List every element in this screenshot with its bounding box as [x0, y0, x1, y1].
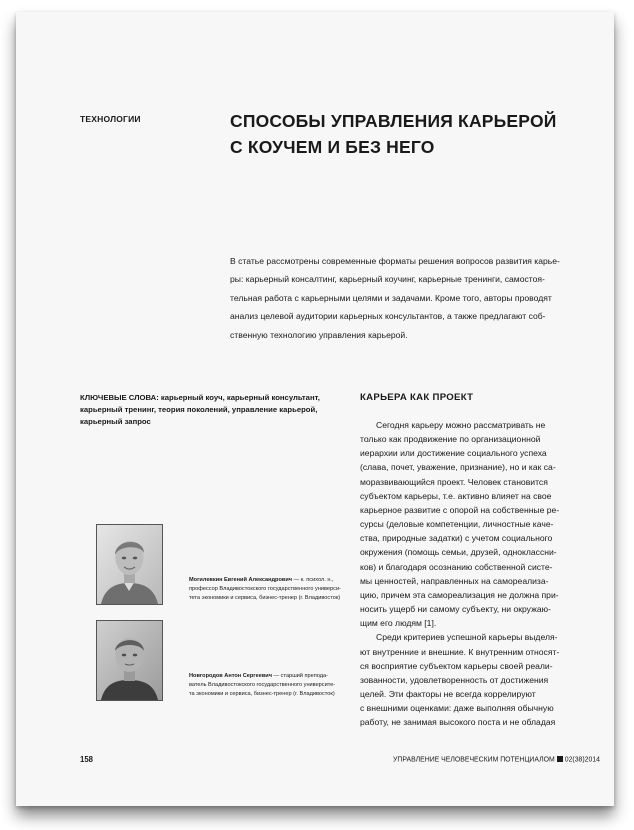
body-line: целей. Эти факторы не всегда коррелируют [360, 688, 536, 699]
author-bio-text: — к. психол. н., [292, 577, 334, 583]
author-bio-line [189, 576, 341, 585]
keywords-block [80, 392, 342, 429]
abstract-line: тельная работа с карьерными целями и задачами. Кроме того, авторы проводят [230, 292, 552, 303]
keywords-line: КЛЮЧЕВЫЕ СЛОВА: карьерный коуч, карьерный консультант, [80, 393, 320, 402]
body-line: ют внутренние и внешние. К внутренним относят- [360, 646, 560, 657]
author-bio [189, 576, 341, 603]
journal-issue: 02(38)2014 [564, 756, 600, 764]
keywords-line: карьерный запрос [80, 417, 151, 427]
square-icon [557, 756, 563, 762]
article-title-line: С КОУЧЕМ И БЕЗ НЕГО [230, 137, 435, 157]
body-line: Среди критериев успешной карьеры выделя- [376, 632, 558, 643]
article-body [360, 418, 608, 729]
author-name: Новгородов Антон Сергеевич [189, 673, 272, 679]
journal-footer [380, 756, 600, 764]
body-line: зованности, удовлетворенность от достижения [360, 674, 549, 685]
author-bio-text: — старший препода- [271, 673, 328, 679]
journal-page [16, 12, 614, 806]
abstract-line: анализ целевой аудитории карьерных консультантов, а также предлагают соб- [230, 311, 546, 322]
body-line: работу, не занимая высокого поста и не обладая [360, 717, 556, 728]
body-line: только как продвижение по организационной [360, 434, 541, 445]
body-line: иерархии или достижение социального успеха [360, 448, 547, 459]
body-line: Сегодня карьеру можно рассматривать не [376, 420, 546, 430]
body-line: карьерное развитие с опорой на собственные ре- [360, 504, 560, 515]
page-number: 158 [80, 755, 94, 764]
section-heading: КАРЬЕРА КАК ПРОЕКТ [360, 392, 474, 403]
body-line: сурсы (деловые компетенции, личностные каче- [360, 519, 554, 530]
body-line: ся восприятие субъектом карьеры своей реали- [360, 660, 553, 671]
author-bio-line: профессор Владивостокского государственного универси- [189, 586, 341, 592]
author-bio-line: та экономики и сервиса, бизнес-тренер (г. Владивосток) [189, 691, 335, 697]
author-bio [189, 672, 335, 699]
journal-name: УПРАВЛЕНИЕ ЧЕЛОВЕЧЕСКИМ ПОТЕНЦИАЛОМ [393, 756, 555, 764]
article-abstract [230, 252, 608, 344]
author-name: Могилевкин Евгений Александрович [189, 577, 293, 583]
section-rubric: ТЕХНОЛОГИИ [80, 114, 141, 124]
body-line: ков) и благодаря осознанию собственной систе- [360, 561, 553, 572]
article-title [230, 108, 590, 160]
abstract-line: ры: карьерный консалтинг, карьерный коучинг, карьерные тренинги, самостоя- [230, 274, 545, 285]
body-line: носить ущерб ни самому субъекту, ни окружаю- [360, 604, 551, 615]
body-line: субъектом карьеры, т.е. активно влияет на свое [360, 490, 552, 501]
author-bio-line: ватель Владивостокского государственного университе- [189, 682, 336, 688]
body-line: щим его людям [1]. [360, 618, 437, 629]
body-line: мы ценностей, направленных на самореализа- [360, 575, 549, 586]
body-line: (слава, почет, уважение, признание), но и как са- [360, 462, 556, 473]
body-line: с внешними оценками: даже выполняя обычную [360, 703, 554, 714]
author-bio-line [189, 672, 335, 681]
body-line: окружения (помощь семьи, друзей, одноклассни- [360, 547, 557, 558]
keywords-line: карьерный тренинг, теория поколений, управление карьерой, [80, 405, 318, 415]
article-title-line: СПОСОБЫ УПРАВЛЕНИЯ КАРЬЕРОЙ [230, 111, 557, 131]
author-bio-line: тета экономики и сервиса, бизнес-тренер (г. Владивосток) [189, 595, 341, 601]
body-line: цию, причем эта самореализация не должна при- [360, 589, 559, 600]
author-photo [96, 524, 163, 605]
author-photo [96, 620, 163, 701]
body-line: моразвивающийся проект. Человек становится [360, 476, 548, 487]
abstract-line: ственную технологию управления карьерой. [230, 329, 408, 340]
body-line: ства, природные задатки) с учетом социального [360, 533, 553, 544]
abstract-line: В статье рассмотрены современные форматы решения вопросов развития карье- [230, 256, 560, 266]
